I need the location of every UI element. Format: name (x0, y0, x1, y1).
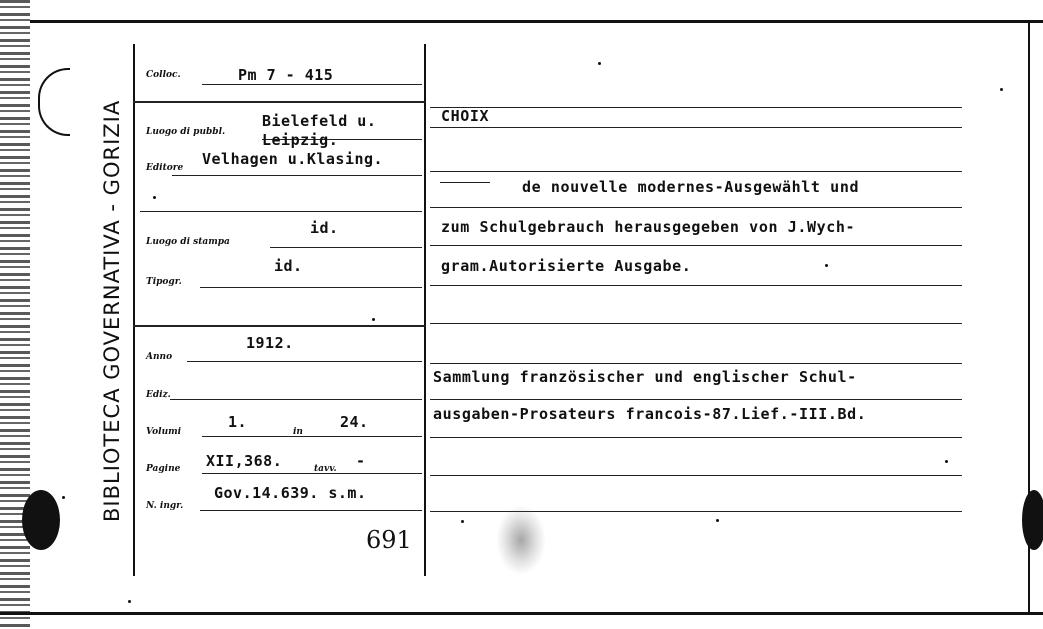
rule-r6 (430, 285, 962, 286)
card-bottom-border (0, 612, 1043, 615)
rule-r7 (430, 323, 962, 324)
ink-blot-right (1022, 490, 1043, 550)
rule-volumi (202, 436, 422, 437)
entry-title-line-2: zum Schulgebrauch herausgegeben von J.Wych- (441, 218, 856, 236)
middle-column-rule (424, 44, 426, 576)
speck (372, 318, 375, 321)
rule-editore (172, 175, 422, 176)
handwritten-number: 691 (366, 526, 412, 554)
rule-r11 (430, 475, 962, 476)
faded-stamp (496, 505, 546, 575)
left-column-rule (133, 44, 135, 576)
speck (945, 460, 948, 463)
speck (153, 196, 156, 199)
rule-r5 (430, 245, 962, 246)
speck (825, 264, 828, 267)
card-top-border (30, 20, 1043, 23)
label-pagine: Pagine (146, 464, 181, 474)
value-volumi: 1. (228, 413, 248, 431)
rule-ediz (170, 399, 422, 400)
rule-colloc (202, 84, 422, 85)
rule-r3 (430, 171, 962, 172)
label-luogo-pubbl: Luogo di pubbl. (146, 127, 226, 137)
series-line-1: Sammlung französischer und englischer Schul- (433, 368, 857, 386)
value-luogo-pubbl-2: Leipzig. (262, 131, 339, 149)
rule-r2 (430, 127, 962, 128)
value-luogo-stampa: id. (310, 219, 339, 237)
series-line-2: ausgaben-Prosateurs francois-87.Lief.-III.Bd. (433, 405, 867, 423)
value-tipogr: id. (274, 257, 303, 275)
ink-blot (22, 490, 60, 550)
divider-2 (133, 325, 425, 327)
rule-r8 (430, 363, 962, 364)
rule-tipogr (200, 287, 422, 288)
value-pagine: XII,368. (206, 452, 283, 470)
rule-luogo-stampa (270, 247, 422, 248)
speck (128, 600, 131, 603)
value-tavole: - (356, 452, 366, 470)
label-colloc: Colloc. (146, 70, 181, 80)
label-tavole: tavv. (314, 464, 337, 474)
speck (1000, 88, 1003, 91)
speck (598, 62, 601, 65)
label-anno: Anno (146, 352, 173, 362)
rule-n-ingr (200, 510, 422, 511)
library-name: BIBLIOTECA GOVERNATIVA - GORIZIA (100, 99, 124, 522)
label-ediz: Ediz. (146, 390, 171, 400)
value-volumi-in: 24. (340, 413, 369, 431)
rule-pagine (202, 473, 422, 474)
rule-r4 (430, 207, 962, 208)
label-n-ingr: N. ingr. (146, 501, 184, 511)
label-volumi: Volumi (146, 427, 182, 437)
value-n-ingr: Gov.14.639. s.m. (214, 484, 367, 502)
rule-r1 (430, 107, 962, 108)
rule-r10 (430, 437, 962, 438)
rule-author-blank (440, 182, 490, 183)
label-tipogr: Tipogr. (146, 277, 182, 287)
value-anno: 1912. (246, 334, 294, 352)
punch-hole-mark (38, 68, 70, 136)
speck (461, 520, 464, 523)
entry-title-line-3: gram.Autorisierte Ausgabe. (441, 257, 692, 275)
entry-title-line-1: de nouvelle modernes-Ausgewählt und (522, 178, 860, 196)
speck (716, 519, 719, 522)
rule-anno (187, 361, 422, 362)
value-luogo-pubbl-1: Bielefeld u. (262, 112, 377, 130)
speck (62, 496, 65, 499)
rule-r9 (430, 399, 962, 400)
value-colloc: Pm 7 - 415 (238, 66, 334, 84)
label-volumi-in: in (293, 427, 303, 437)
label-luogo-stampa: Luogo di stampa (146, 237, 230, 247)
entry-author: CHOIX (441, 107, 490, 125)
value-editore: Velhagen u.Klasing. (202, 150, 384, 168)
divider-1 (133, 101, 425, 103)
rule-blank-1 (140, 211, 422, 212)
label-editore: Editore (146, 163, 184, 173)
